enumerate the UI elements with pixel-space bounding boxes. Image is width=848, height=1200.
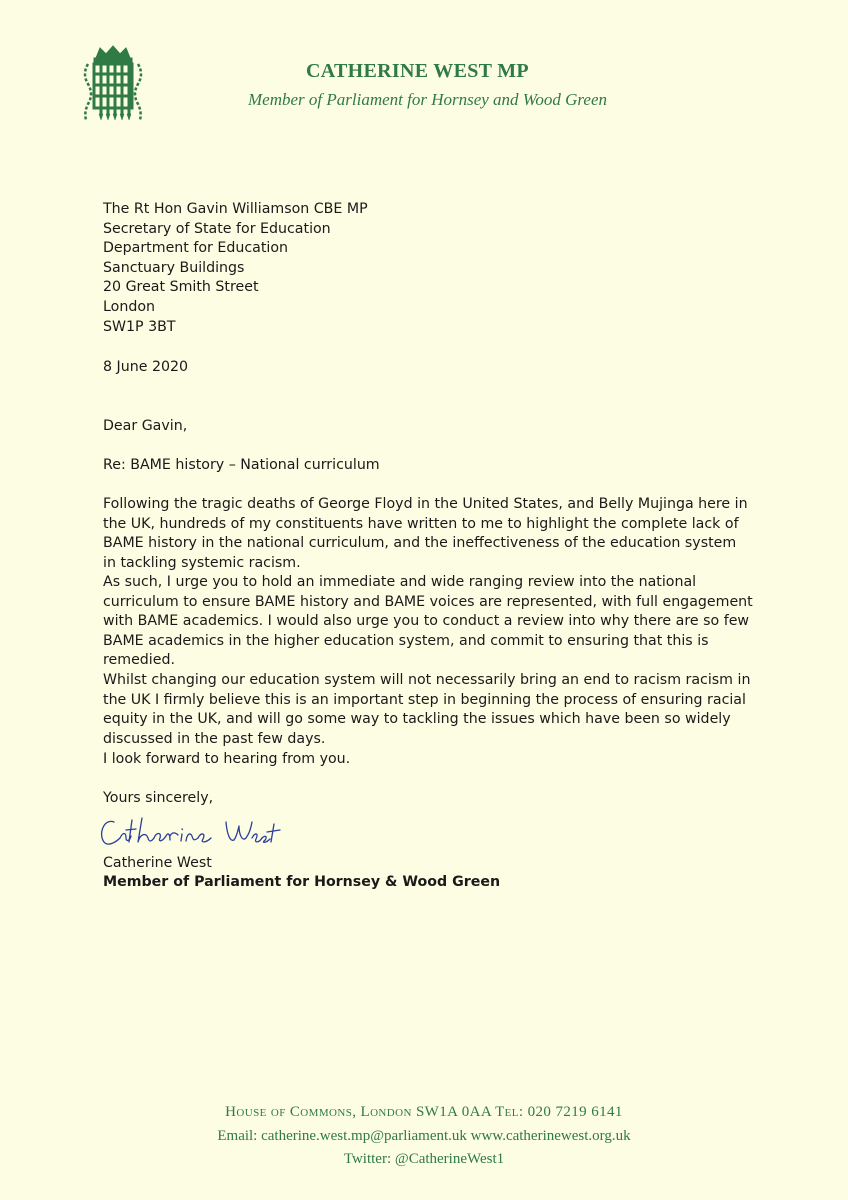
body-paragraph xyxy=(103,573,753,749)
signer-name: Catherine West xyxy=(103,855,212,871)
address-line: Sanctuary Buildings xyxy=(103,259,245,276)
body-paragraph-part: As such, I urge you to hold an immediate and wide ranging review into the national curriculum to ensure BAME history and BAME voices are represented, with full engagement with BAME academics. I would also urge you to conduct a review into why there are so few BAME academics in the higher education system, and commit to ensuring that this is remedied. xyxy=(103,574,753,669)
signer-title: Member of Parliament for Hornsey & Wood Green xyxy=(103,874,501,890)
footer-twitter: Twitter: @CatherineWest1 xyxy=(343,1151,505,1167)
footer-contact: Email: catherine.west.mp@parliament.uk www.catherinewest.org.uk xyxy=(217,1128,631,1144)
body-paragraph: I look forward to hearing from you. xyxy=(103,751,351,767)
mp-name-heading: CATHERINE WEST MP xyxy=(306,60,529,82)
subject-line: Re: BAME history – National curriculum xyxy=(103,457,380,473)
handwritten-signature xyxy=(96,808,286,856)
address-line: SW1P 3BT xyxy=(103,318,176,335)
address-line: The Rt Hon Gavin Williamson CBE MP xyxy=(103,201,368,217)
closing: Yours sincerely, xyxy=(103,790,214,806)
portcullis-icon xyxy=(78,44,148,124)
address-line: London xyxy=(103,298,156,315)
mp-constituency-subtitle: Member of Parliament for Hornsey and Wood Green xyxy=(248,90,608,109)
body-paragraph-part: Whilst changing our education system will not necessarily bring an end to racism racism in the UK I firmly believe this is an important step in beginning the process of ensuring racial equity in the UK, and will go some way to tackling the issues which have been so widely discussed in the past few days. xyxy=(103,671,751,747)
address-line: Department for Education xyxy=(103,240,289,257)
body-paragraph: Following the tragic deaths of George Floyd in the United States, and Belly Mujinga here in the UK, hundreds of my constituents have written to me to highlight the complete lack of BAME history in the national curriculum, and the ineffectiveness of the education system in tackling systemic racism. xyxy=(103,496,748,571)
recipient-address xyxy=(103,200,368,337)
address-line: 20 Great Smith Street xyxy=(103,279,259,296)
footer-address: House of Commons, London SW1A 0AA Tel: 020 7219 6141 xyxy=(225,1104,623,1120)
address-line: Secretary of State for Education xyxy=(103,220,331,237)
salutation: Dear Gavin, xyxy=(103,418,188,434)
letter-date: 8 June 2020 xyxy=(103,359,189,375)
